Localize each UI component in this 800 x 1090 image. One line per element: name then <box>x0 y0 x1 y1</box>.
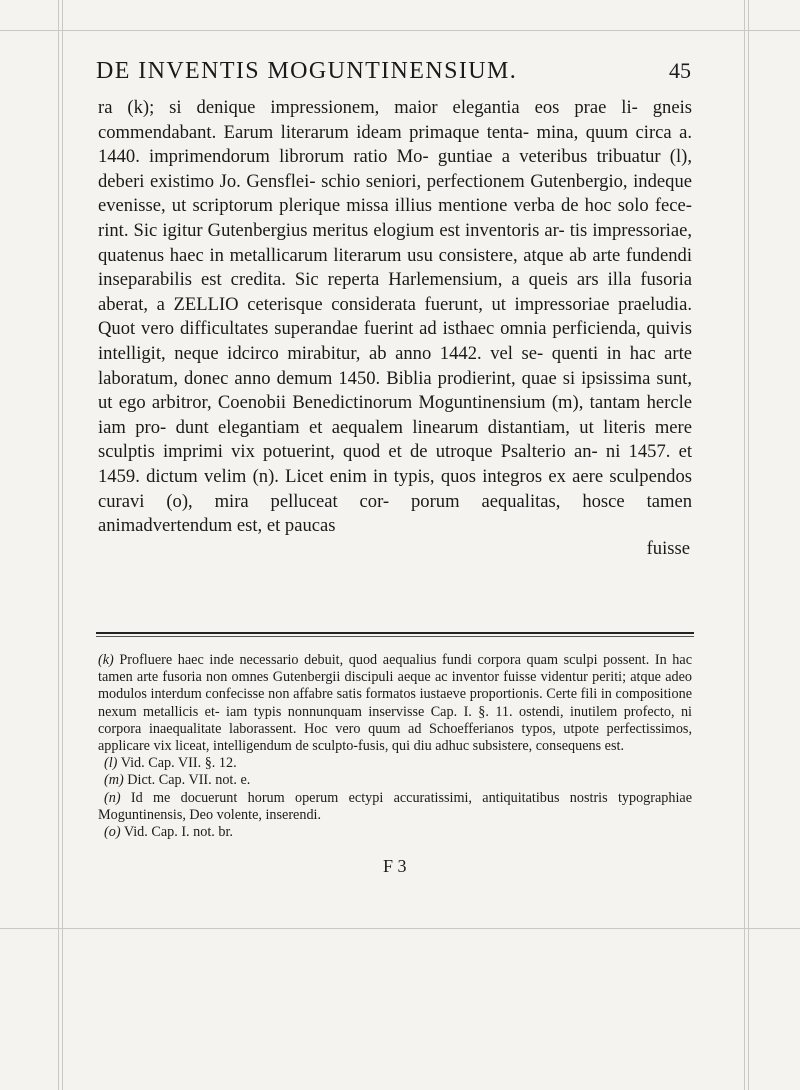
footnote-text: Vid. Cap. I. not. br. <box>123 824 233 841</box>
left-border-rule-inner <box>62 0 63 1090</box>
body-paragraph: ra (k); si denique impressionem, maior elegantia eos prae li- gneis commendabant. Earum literarum ideam primaque tenta- mina, quum circa a. 1440. imprimendorum librorum ratio Mo- guntiae a veteribus tribuatur (l), deberi existimo Jo. Gensflei- schio seniori, perfectionem Gutenbergio, indeque evenisse, ut scriptorum plerique missa illius mentione verba de hoc solo fece- rint. Sic igitur Gutenbergius meritus elogium est inventoris ar- tis impressoriae, quatenus haec in metallicarum literarum usu consistere, atque ab arte fundendi inseparabilis est credita. Sic reperta Harlemensium, a queis ars illa fusoria aberat, a ZELLIO ceterisque considerata fuerunt, ut impressoriae praeludia. Quot vero difficultates superandae fuerint ad isthaec omnia perficienda, quivis intelligit, neque idcirco mirabitur, ab anno 1442. vel se- quenti in hac arte laboratum, donec anno demum 1450. Biblia prodierint, quae si ipsissima sunt, ut ego arbitror, Coenobii Benedictinorum Moguntinensium (m), tantam hercle iam pro- dunt elegantiam et aequalem linearum distantiam, ut literis mere sculptis imprimi vix potuerint, quod et de utroque Psalterio an- ni 1457. et 1459. dictum velim (n). Licet enim in typis, quos integros ex aere sculpendos curavi (o), mira pelluceat cor- porum aequalitas, hosce tamen animadvertendum est, et paucas <box>98 97 692 537</box>
footnotes <box>98 652 692 841</box>
footnote-mark: (m) <box>104 772 124 789</box>
catchword: fuisse <box>646 537 690 559</box>
right-border-rule-inner <box>748 0 749 1090</box>
footnote-text: Vid. Cap. VII. §. 12. <box>120 755 237 772</box>
footnote-n <box>98 790 692 824</box>
running-head: DE INVENTIS MOGUNTINENSIUM. <box>96 58 518 84</box>
right-border-rule <box>744 0 745 1090</box>
footnote-mark: (l) <box>104 755 118 772</box>
footnote-separator <box>96 632 694 634</box>
footnote-text: Id me docuerunt horum operum ectypi accuratissimi, antiquitatibus nostris typographiae Moguntinensis, Deo volente, inserendi. <box>98 789 693 823</box>
footnote-m <box>98 772 692 789</box>
footnote-k <box>98 652 692 755</box>
footnote-mark: (n) <box>104 789 121 806</box>
footnote-text: Dict. Cap. VII. not. e. <box>127 772 251 789</box>
main-text <box>98 96 692 561</box>
footnote-l <box>98 755 692 772</box>
footnote-text: Profluere haec inde necessario debuit, quod aequalius fundi corpora quam sculpi possent. In hac tamen arte fusoria non omnes Gutenbergii discipuli aeque ac inventor fuisse videntur periti; atque adeo modulos interdum confecisse non affabre satis formatos iustaeve proportionis. Certe fili in compositione nexum metallicis et- iam typis nonnunquam inservisse Cap. I. §. 11. ostendi, inutilem profecto, ni corpora inaequalitate laborassent. Hoc vero quum ad Schoefferianos typos, utpote perfectissimos, applicare vix liceat, intelligendum de sculpto-fusis, qui diu adhuc subsistere, consequens est. <box>98 652 692 755</box>
footnote-mark: (k) <box>98 652 114 668</box>
footnote-o <box>98 824 692 841</box>
left-border-rule <box>58 0 59 1090</box>
top-border-rule <box>0 30 800 31</box>
bottom-border-rule <box>0 928 800 929</box>
footnote-mark: (o) <box>104 824 121 841</box>
signature-mark: F 3 <box>383 856 407 876</box>
page-header <box>96 58 691 85</box>
page-number: 45 <box>669 58 691 83</box>
